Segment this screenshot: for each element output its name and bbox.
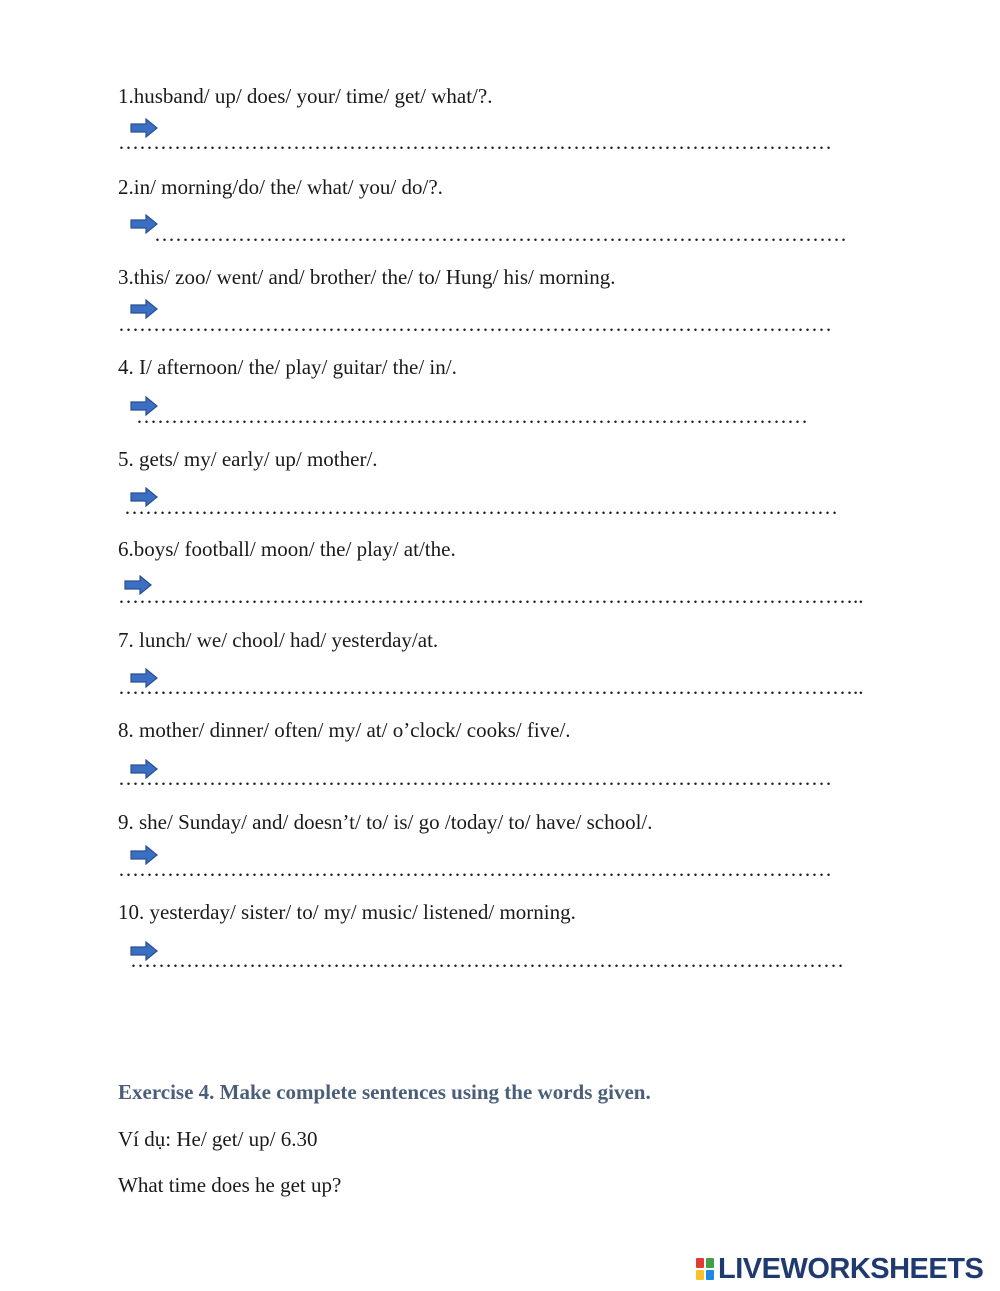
question-9-text: 9. she/ Sunday/ and/ doesn’t/ to/ is/ go /today/ to/ have/ school/. — [118, 810, 653, 834]
example-answer: What time does he get up? — [118, 1173, 342, 1197]
logo-mark-icon — [696, 1258, 714, 1280]
question-4-answer-line[interactable]: …………………………………………………………………………………… — [136, 404, 808, 428]
question-2-text: 2.in/ morning/do/ the/ what/ you/ do/?. — [118, 175, 443, 199]
question-5-text: 5. gets/ my/ early/ up/ mother/. — [118, 447, 378, 471]
question-1-answer-line[interactable]: ………………………………………………………………………………………… — [118, 130, 832, 154]
question-5-answer-line[interactable]: ………………………………………………………………………………………… — [124, 495, 838, 519]
question-3-text: 3.this/ zoo/ went/ and/ brother/ the/ to/ Hung/ his/ morning. — [118, 265, 616, 289]
exercise-4-title: Exercise 4. Make complete sentences using the words given. — [118, 1080, 651, 1104]
question-10-text: 10. yesterday/ sister/ to/ my/ music/ listened/ morning. — [118, 900, 576, 924]
question-9-answer-line[interactable]: ………………………………………………………………………………………… — [118, 857, 832, 881]
question-4-text: 4. I/ afternoon/ the/ play/ guitar/ the/ in/. — [118, 355, 457, 379]
question-1-text: 1.husband/ up/ does/ your/ time/ get/ what/?. — [118, 84, 493, 108]
question-8-text: 8. mother/ dinner/ often/ my/ at/ o’clock/ cooks/ five/. — [118, 718, 571, 742]
liveworksheets-logo — [696, 1252, 983, 1286]
question-7-answer-line[interactable]: …………………………………………………………………………………………….. — [118, 675, 864, 699]
question-2-answer-line[interactable]: ……………………………………………………………………………………… — [154, 222, 847, 246]
question-3-answer-line[interactable]: ………………………………………………………………………………………… — [118, 312, 832, 336]
question-10-answer-line[interactable]: ………………………………………………………………………………………… — [130, 948, 844, 972]
question-8-answer-line[interactable]: ………………………………………………………………………………………… — [118, 766, 832, 790]
example-label: Ví dụ: He/ get/ up/ 6.30 — [118, 1127, 318, 1151]
question-6-text: 6.boys/ football/ moon/ the/ play/ at/the. — [118, 537, 456, 561]
question-6-answer-line[interactable]: …………………………………………………………………………………………….. — [118, 584, 864, 608]
logo-text: LIVEWORKSHEETS — [718, 1252, 984, 1285]
question-7-text: 7. lunch/ we/ chool/ had/ yesterday/at. — [118, 628, 439, 652]
